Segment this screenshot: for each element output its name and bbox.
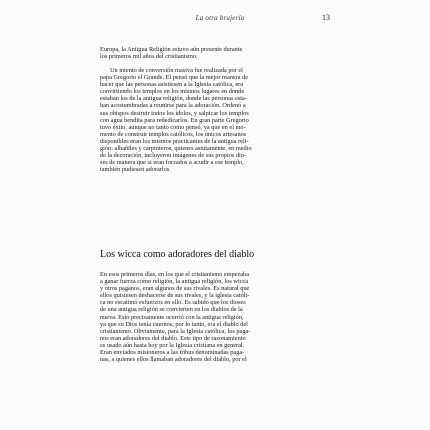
text-line: estaban los de la antigua religión, donde las personas esta-: [100, 95, 247, 103]
text-line: Europa, la Antigua Religión estuvo aún presente durante: [100, 46, 243, 53]
paragraph-1: [100, 46, 331, 60]
text-line: En esos primeros días, en los que el cristianismo empezaba: [100, 271, 249, 278]
section-heading: Los wicca como adoradores del diablo: [100, 249, 255, 260]
text-line: ses de manera que si eran forzados a acudir a ese templo,: [100, 159, 244, 167]
text-line: gión: albañiles y carpinteros, quienes astutamente, en medio: [100, 145, 252, 153]
paragraph-2: [100, 67, 331, 173]
paragraph-3: [100, 271, 331, 363]
text-line: cristianismo. Obviamente, para la Iglesia católica, los paga-: [100, 327, 251, 335]
text-line: ban acostumbradas a reunirse para la adoración. Ordenó a: [100, 102, 246, 110]
text-line: de una antigua religión se convierten en los diablos de la: [100, 306, 243, 314]
running-title: La otra brujería: [195, 14, 245, 22]
page-number: 13: [322, 13, 330, 22]
text-line: ya que su Dios tenía cuernos, por lo tanto, era el diablo del: [100, 320, 248, 328]
text-line: Un intento de conversión masiva fue realizada por el: [110, 67, 243, 74]
text-line: nueva. Esto precisamente ocurrió con la antigua religión,: [100, 313, 244, 321]
text-line: y otros paganos, eran algunos de sus rivales. Es natural que: [100, 285, 250, 293]
text-line: ellos quisiesen deshacerse de sus rivales, y la iglesia católi-: [100, 292, 250, 300]
text-line: es usado aún hasta hoy por la Iglesia cristiana en general.: [100, 341, 245, 349]
text-line: convirtiendo los templos en los mismos lugares en donde: [100, 88, 245, 96]
text-line: tuvo éxito, aunque no tanto como pensó, ya que en el mo-: [100, 123, 246, 131]
text-line: a ganar fuerza como religión, la antigua religión, los wicca: [100, 278, 249, 286]
text-line: sus obispos destruir todos los ídolos, y salpicar los templos: [100, 109, 249, 117]
text-line: mento de construir templos católicos, los únicos artesanos: [100, 130, 247, 138]
text-line: los primeros mil años del cristianismo.: [100, 53, 198, 61]
text-line: nos eran adoradores del diablo. Este tipo de razonamiento: [100, 334, 246, 342]
text-line: también pudiesen adorarlos.: [100, 166, 171, 174]
text-line: disponibles eran los mismos practicantes de la antigua reli-: [100, 137, 249, 145]
text-line: ca no escatimó esfuerzos en ello. Es sabido que los dioses: [100, 299, 246, 307]
text-line: de la decoración, incluyeron imágenes de sus propios dio-: [100, 152, 247, 160]
text-line: Eran enviados misioneros a las tribus denominadas paga-: [100, 349, 245, 357]
text-line: nas, a quienes ellos llamaban adoradores del diablo, por el: [100, 356, 247, 364]
text-line: hacer que las personas asistiesen a la Iglesia católica, era: [100, 81, 244, 89]
text-line: con agua bendita para rededicarlos. En gran parte Gregorio: [100, 116, 249, 124]
text-line: papa Gregorio el Grande. El pensó que la mejor manera de: [100, 74, 249, 82]
